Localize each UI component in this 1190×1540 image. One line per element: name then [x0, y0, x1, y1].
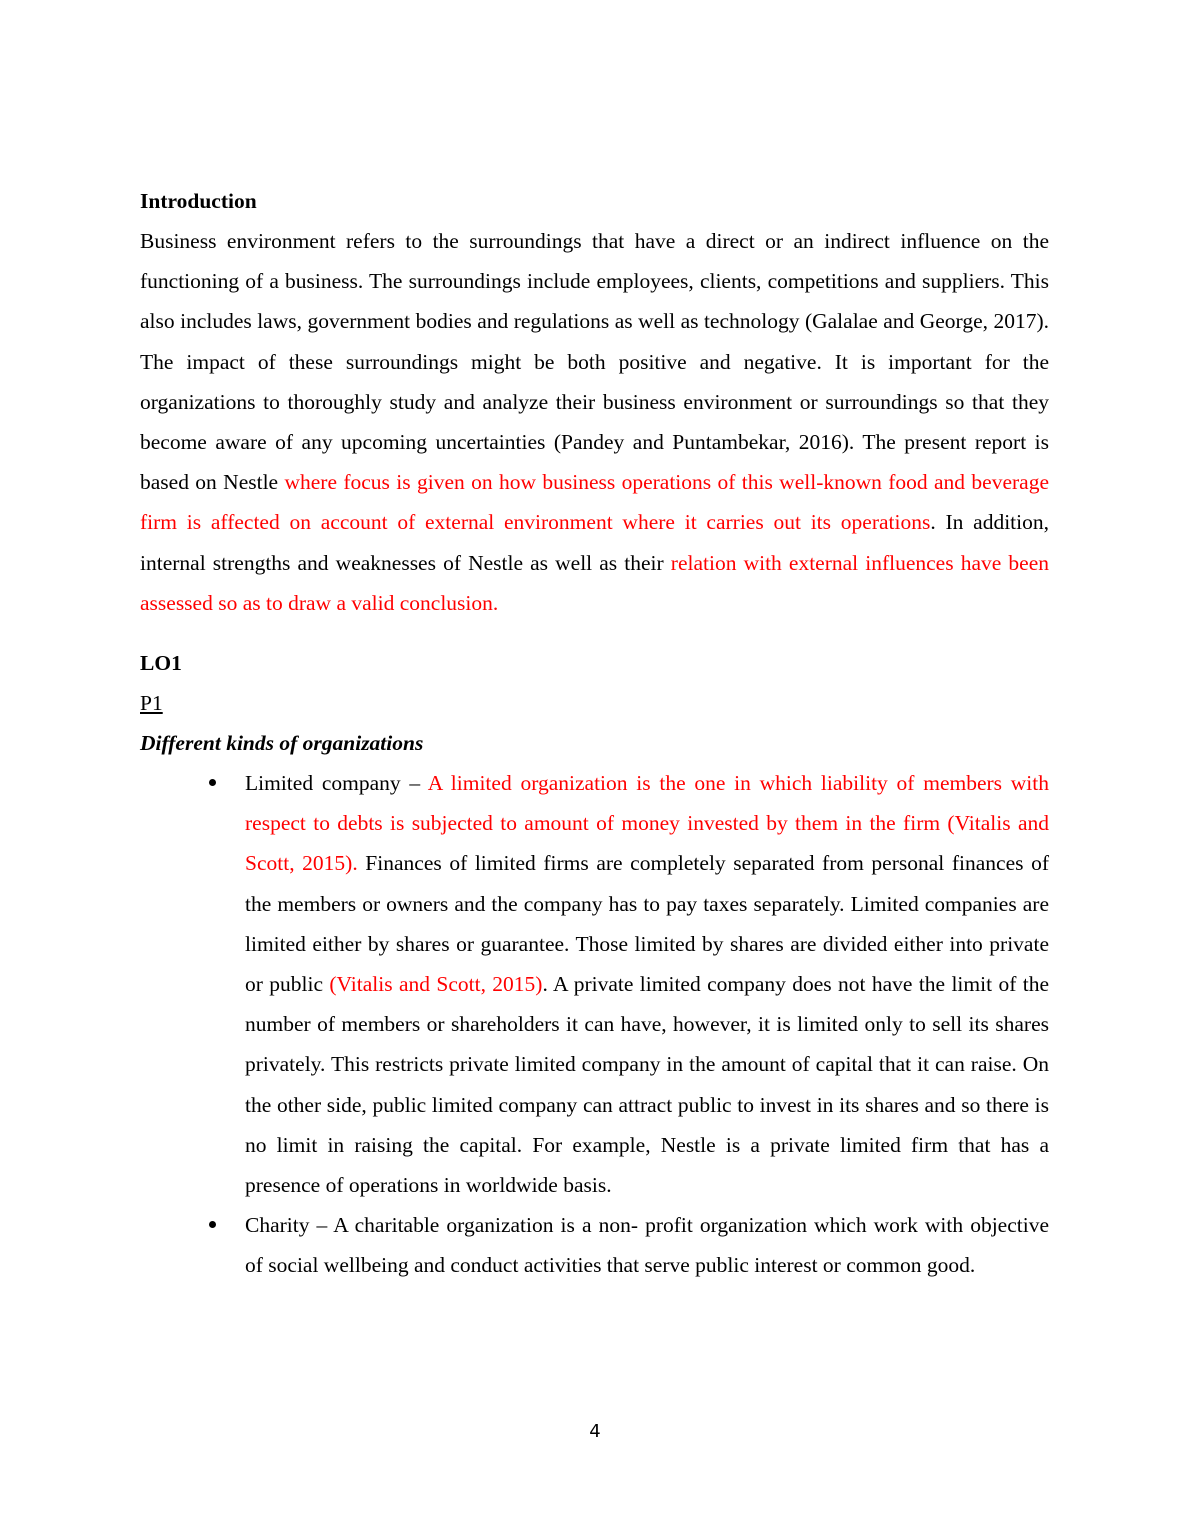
bullet-text-segment: Charity – A charitable organization is a non- profit organization which work with objective of social wellbeing and conduct activities that serve public interest or common good.: [245, 1213, 1049, 1278]
bullet-text-segment: Limited company –: [245, 771, 428, 796]
lo-heading: LO1: [140, 651, 182, 676]
intro-text-segment: Business environment refers to the surroundings that have a direct or an indirect influence on the functioning of a business. The surroundings include employees, clients, competitions and suppliers. This also includes laws, government bodies and regulations as well as technology (Galalae and George, 2017). The impact of these surroundings might be both positive and negative. It is important for the organizations to thoroughly study and analyze their business environment or surroundings so that they become aware of any upcoming uncertainties (Pandey and Puntambekar, 2016). The present report is based on Nestle: [140, 229, 1049, 495]
bullet-icon: [209, 779, 216, 786]
p1-label: P1: [140, 691, 163, 716]
organization-types-list: [140, 763, 1049, 1286]
intro-text-segment: . In addition, internal strengths and weaknesses of Nestle as well as their: [140, 510, 1050, 575]
list-item-limited-company: [140, 763, 1049, 1205]
bullet-highlight-segment: A limited organization is the one in which liability of members with respect to debts is subjected to amount of money invested by them in the firm (Vitalis and Scott, 2015).: [245, 771, 1050, 876]
page-number: 4: [589, 1421, 601, 1442]
page-content: [140, 181, 1049, 1286]
intro-highlight-segment: relation with external influences have been assessed so as to draw a valid conclusion.: [140, 550, 1049, 615]
intro-highlight-segment: where focus is given on how business operations of this well-known food and beverage firm is affected on account of external environment where it carries out its operations: [140, 470, 1049, 535]
bullet-text-segment: Finances of limited firms are completely separated from personal finances of the members or owners and the company has to pay taxes separately. Limited companies are limited either by shares or guarantee. Those limited by shares are divided either into private or public: [245, 851, 1049, 997]
bullet-icon: [209, 1221, 216, 1228]
bullet-text-segment: . A private limited company does not have the limit of the number of members or shareholders it can have, however, it is limited only to sell its shares privately. This restricts private limited company in the amount of capital that it can raise. On the other side, public limited company can attract public to invest in its shares and so there is no limit in raising the capital. For example, Nestle is a private limited firm that has a presence of operations in worldwide basis.: [245, 972, 1049, 1198]
intro-heading: Introduction: [140, 189, 257, 213]
page-bottom-margin: [0, 1370, 1190, 1410]
intro-paragraph: [140, 221, 1049, 623]
section-heading: Different kinds of organizations: [140, 731, 424, 756]
list-item-charity: [140, 1205, 1049, 1285]
bullet-highlight-segment: (Vitalis and Scott, 2015): [329, 972, 543, 997]
